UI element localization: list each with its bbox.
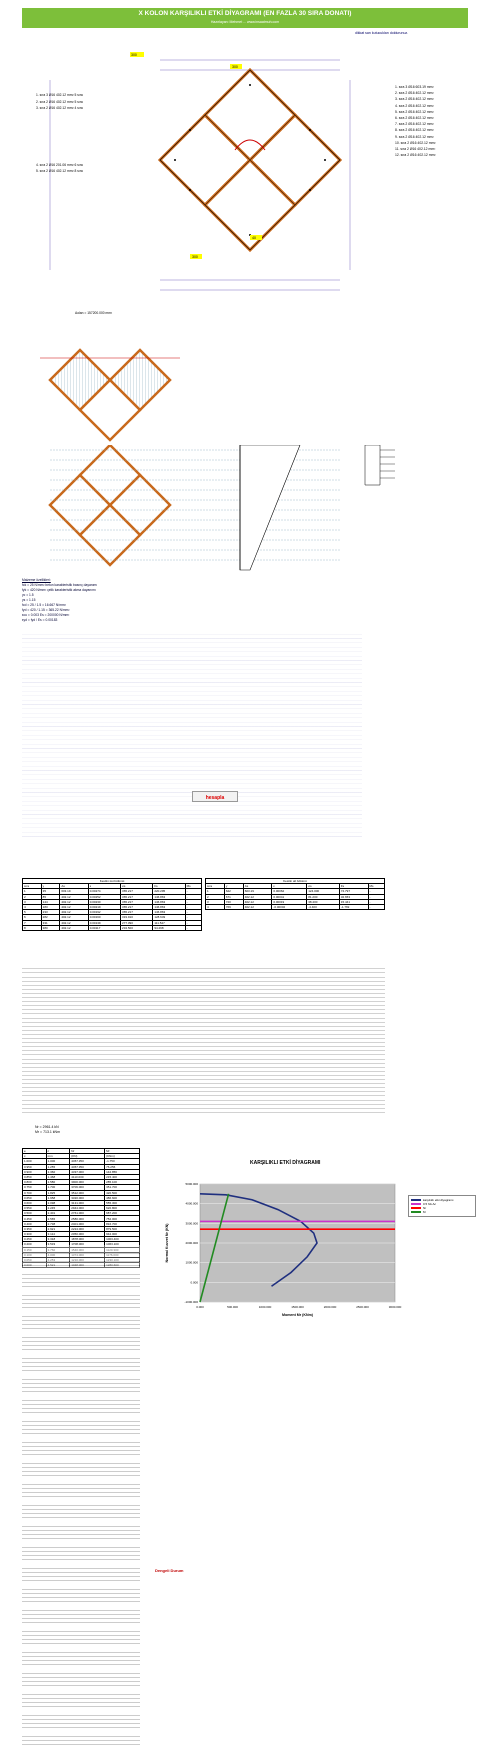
interaction-values-table: e c Nr Mr c mm (KN) (KNm) 1.000 1.000 4457.350 -1.750 0.950 1.255 4457.350 76.256 0.900 1.360 4337.000 142.856 0.850 1.468 4110.000 215.400 0.800 1.580 3900.000 285.100 0.750 1.700 3706.000 351.700 0.700 1.825 3512.000 420.500 0.650 1.958 3320.000 486.600 0.600 2.098 3131.000 555.300 0.550 2.245 2944.000 620.800 0.500 2.401 2761.000 687.200 0.450 2.565 2580.000 752.000 0.400 2.738 2401.000 816.700 0.350 2.921 2224.000 879.500 0.300 3.114 2050.000 942.000 0.250 3.318 1878.000 1003.400 0.200 3.533 1708.000 1063.100 0.150 3.760 1540.000 1120.300 0.100 4.000 1374.000 1176.000 0.050 4.253 1210.000 1230.100 0.000 4.521 1048.000 1280.600 [22,1148,140,1268]
table-cell: 1048.000 [70,1263,105,1268]
table-cell: 0.600 [23,1200,47,1205]
table-cell: 146.863 [153,899,185,904]
table-cell: 3.318 [46,1237,70,1242]
table-cell: 215.400 [105,1174,140,1179]
strain-stress-diagram [40,445,480,575]
calc-line: fck = 25 N/mm² beton karakteristik basınç dayanımı [22,583,98,587]
table-cell: -0.00002 [272,904,307,909]
table-row [23,925,202,930]
x-tick-label: 0.000 [196,1305,204,1309]
table-cell: 2401.000 [70,1221,105,1226]
calc-line: fyd = 420 / 1.15 = 365.22 N/mm² [22,608,70,612]
table-cell: 4337.000 [70,1169,105,1174]
table-cell: 1.468 [46,1174,70,1179]
svg-text:300: 300 [232,65,238,69]
table-cell: 816.700 [105,1221,140,1226]
table-cell: 1 [206,889,225,894]
x-tick-label: 500.000 [227,1305,238,1309]
left-row: 2. sıra 2 Ø16 402.12 mm² 5 sıra [36,99,83,104]
table-cell: 1003.400 [105,1237,140,1242]
table-cell: 74.797 [339,889,368,894]
table-cell: 365.217 [121,894,153,899]
table-cell: 32.653 [339,894,368,899]
table-cell: 3 [206,899,225,904]
table-cell: 0.150 [23,1247,47,1252]
table-cell: 486.600 [105,1195,140,1200]
table-cell: 942.000 [105,1232,140,1237]
right-row: 9. sıra 2 Ø16 402.12 mm² [395,134,434,139]
table-cell: 0.00192 [88,910,120,915]
table-cell: 3900.000 [70,1180,105,1185]
table-cell: - [185,925,201,930]
table-cell: 2.401 [46,1211,70,1216]
table-cell: 1 [23,889,42,894]
x-axis-label: Moment Mr (KNm) [282,1313,313,1317]
table-cell: 402.12 [60,915,88,920]
table-cell: 0.650 [23,1195,47,1200]
y-tick-label: -1000.000 [184,1300,198,1304]
svg-text:300: 300 [131,53,137,57]
table-cell: 1280.600 [105,1263,140,1268]
table-title: Kesitin alt bölümü [206,879,385,884]
page-subtitle: Hazırlayan: Mehmet ... www.insaatmuh.com [210,20,280,24]
title-banner [22,8,468,28]
table-cell: 420.500 [105,1190,140,1195]
calculate-button[interactable]: hesapla [192,791,238,802]
table-cell: 38.400 [307,899,340,904]
table-cell: 0.00274 [88,889,120,894]
table-cell: 142.856 [105,1169,140,1174]
table-cell: 0.00252 [88,894,120,899]
table-cell: 1063.100 [105,1242,140,1247]
table-title: Kesitin üst bölümü [23,879,202,884]
table-cell: - [185,904,201,909]
table-cell: - [368,904,385,909]
table-cell: 620.800 [105,1206,140,1211]
right-row: 3. sıra 2 Ø16 402.12 mm² [395,97,434,102]
table-cell: 402.12 [60,910,88,915]
table-cell: 351.700 [105,1185,140,1190]
table-cell: 1.360 [46,1169,70,1174]
table-cell: 0.450 [23,1216,47,1221]
table-cell: - [368,894,385,899]
table-cell: 1.580 [46,1180,70,1185]
table-cell: 4110.000 [70,1174,105,1179]
table-cell: 0.950 [23,1164,47,1169]
table-cell: 6 [23,915,42,920]
table-cell: 402.12 [60,920,88,925]
summary-line: Nr = 2961.4 kN [35,1125,59,1129]
table-cell: 769 [224,904,243,909]
chart-legend [408,1195,476,1217]
svg-text:300: 300 [192,255,198,259]
table-cell: 752.000 [105,1216,140,1221]
table-cell: 5 [23,910,42,915]
table-cell: 402.12 [243,904,272,909]
table-cell: 94.298 [153,925,185,930]
table-cell: 4457.350 [70,1164,105,1169]
table-cell: 555.300 [105,1200,140,1205]
table-cell: 2.921 [46,1226,70,1231]
table-cell: -1.769 [339,904,368,909]
legend-entry: 0.5 fck Ac [411,1202,473,1206]
table-cell: 671 [224,894,243,899]
table-cell: 0.100 [23,1252,47,1257]
table-cell: 3.114 [46,1232,70,1237]
table-cell: 81.200 [307,894,340,899]
table-cell: 380 [41,925,60,930]
table-cell: 3512.000 [70,1190,105,1195]
right-row: 2. sıra 2 Ø16 402.12 mm² [395,91,434,96]
calc-line: Malzeme özellikleri: [22,578,51,582]
right-row: 8. sıra 2 Ø16 402.12 mm² [395,128,434,133]
table-cell: 0.300 [23,1232,47,1237]
table-cell: - [368,899,385,904]
summary-line: Mr = 713.1 kNm [35,1130,60,1134]
table-cell: - [185,894,201,899]
table-cell: 7 [23,920,42,925]
interaction-diagram-chart [160,1178,405,1323]
y-tick-label: 3000.000 [185,1221,198,1226]
table-cell: 0.00230 [88,899,120,904]
table-cell: 15.441 [339,899,368,904]
table-cell: 1374.000 [70,1252,105,1257]
table-cell: 1.000 [23,1159,47,1164]
table-cell: 4 [23,904,42,909]
table-cell: 0.00219 [88,904,120,909]
table-cell: (KNm) [105,1154,140,1159]
table-cell: 220.295 [153,889,185,894]
table-cell: 1.000 [46,1159,70,1164]
right-row: 4. sıra 2 Ø16 402.12 mm² [395,103,434,108]
table-cell: 3131.000 [70,1200,105,1205]
table-cell: 233 [41,910,60,915]
compression-zone-drawing [40,318,180,443]
table-cell: 2.565 [46,1216,70,1221]
table-cell: 0.700 [23,1190,47,1195]
table-cell: 2944.000 [70,1206,105,1211]
table-cell: - [185,899,201,904]
left-row: 5. sıra 2 Ø16 402.12 mm² 8 sıra [36,169,83,173]
table-cell: 365.217 [121,889,153,894]
calc-line: γs = 1.15 [22,598,36,602]
calc-line: γc = 1.5 [22,593,34,597]
table-cell: 0.250 [23,1237,47,1242]
table-cell: 1.958 [46,1195,70,1200]
calc-line: εyd = fyd / Es = 0.00183 [22,618,58,622]
left-rebar-list [36,92,83,175]
table-cell: 0.800 [23,1180,47,1185]
table-cell: 0.750 [23,1185,47,1190]
legend-entry: M [411,1210,473,1214]
calculation-block [22,578,97,623]
table-cell: 687.200 [105,1211,140,1216]
table-cell: 1176.000 [105,1252,140,1257]
svg-text:40: 40 [252,236,256,240]
table-cell: 879.500 [105,1226,140,1231]
table-cell: 3.533 [46,1242,70,1247]
right-row: 7. sıra 2 Ø16 402.12 mm² [395,122,434,127]
table-cell: 0.00117 [88,925,120,930]
table-cell: 146.863 [153,904,185,909]
right-rebar-list [395,84,436,158]
left-row: 1. sıra 3 Ø16 402.12 mm² 5 sıra [36,93,83,97]
table-cell: 331 [41,920,60,925]
right-row: 10. sıra 2 Ø16 402.12 mm² [395,140,436,145]
calc-line: fyk = 420 N/mm² çelik karakteristik akma dayanımı [22,588,96,592]
table-cell: 319.910 [121,915,153,920]
table-cell: 4 [206,904,225,909]
y-tick-label: 4000.000 [185,1201,198,1206]
y-tick-label: 1000.000 [185,1260,198,1265]
table-cell: 402.12 [243,894,272,899]
table-cell: 1708.000 [70,1242,105,1247]
table-cell: 0.00062 [272,889,307,894]
y-axis-label: Normal Kuvvet Nr (KN) [165,1223,169,1263]
table-cell: 402.12 [60,899,88,904]
legend-entry: karşılıklı etki diyagramı [411,1198,473,1202]
table-cell: 0.000 [23,1263,47,1268]
table-cell: - [185,920,201,925]
table-cell: - [368,889,385,894]
table-cell: 402.12 [60,894,88,899]
table-cell: 0.00019 [272,899,307,904]
table-cell: 1210.000 [70,1257,105,1262]
table-cell: 2050.000 [70,1232,105,1237]
table-cell: 0.200 [23,1242,47,1247]
table-cell: 402.12 [60,925,88,930]
table-cell: - [185,889,201,894]
table-cell: 146.863 [153,910,185,915]
left-row: 3. sıra 2 Ø16 402.12 mm² 4 sıra [36,106,83,110]
table-grid-filler [22,965,385,1115]
table-cell: 111.547 [153,920,185,925]
table-cell: 402.12 [60,904,88,909]
section-area: Aolan = 157200.000 mm² [75,311,113,315]
table-cell: -1.750 [105,1159,140,1164]
table-cell: 2.245 [46,1206,70,1211]
right-row: 12. sıra 2 Ø16 402.12 mm² [395,153,436,158]
table-cell: 365.217 [121,910,153,915]
table-cell: 4.000 [46,1252,70,1257]
table-cell: 720 [224,899,243,904]
table-cell: 622 [224,889,243,894]
right-row: 1. sıra 3 Ø16 603.19 mm² [395,85,434,89]
x-tick-label: 2500.000 [356,1305,369,1309]
page-title: X KOLON KARŞILIKLI ETKİ DİYAGRAMI (EN FAZLA 30 SIRA DONATI) [138,10,352,17]
right-row: 11. sıra 2 Ø16 402.12 mm² [395,147,436,152]
table-cell: 1540.000 [70,1247,105,1252]
bottom-table-filler [22,1245,140,1745]
table-cell: 1230.100 [105,1257,140,1262]
table-cell: 35 [41,889,60,894]
lower-results-table: Kesitin alt bölümü sıra y As ε σs Fs Ms 1 622 603.19 0.00062 124.000 74.797 - 2 671 402.12 0.00041 81.200 32.653 - 3 720 402.12 0.00019 38.400 15.441 - 4 769 402.12 -0.00002 -4.400 -1.769 - [205,878,385,910]
right-row: 5. sıra 2 Ø16 402.12 mm² [395,109,434,114]
table-cell: 183 [41,904,60,909]
table-cell: 0.900 [23,1169,47,1174]
calc-filler [22,630,362,840]
chart-title: KARŞILIKLI ETKİ DİYAGRAMI [250,1160,321,1166]
fill-note: dikkat sarı kutucukları doldurunuz. [355,31,409,35]
table-cell: 282 [41,915,60,920]
upper-results-table: Kesitin üst bölümü sıra y As ε σs Fs Ms 1 35 603.19 0.00274 365.217 220.295 - 2 85 402.12 0.00252 365.217 146.863 - 3 144 402.12 0.00230 365.217 146.863 - 4 183 402.12 0.00219 365.217 146.863 - 5 233 402.12 0.00192 365.217 146.863 - 6 282 402.12 0.00160 319.910 128.649 - 7 331 402.12 0.00139 277.390 111.547 - 8 380 402.12 0.00117 234.500 94.298 - [22,878,202,931]
table-cell: 2761.000 [70,1211,105,1216]
table-cell: (KN) [70,1154,105,1159]
table-cell: 402.12 [243,899,272,904]
table-cell: 85 [41,894,60,899]
table-cell: 76.256 [105,1164,140,1169]
table-cell: 0.400 [23,1221,47,1226]
table-cell: 2.098 [46,1200,70,1205]
y-tick-label: 5000.000 [185,1182,198,1186]
table-cell: 8 [23,925,42,930]
table-cell: 146.863 [153,894,185,899]
table-cell: 2 [206,894,225,899]
table-cell: 3706.000 [70,1185,105,1190]
table-cell: mm [46,1154,70,1159]
table-cell: 128.649 [153,915,185,920]
x-tick-label: 3000.000 [388,1305,402,1309]
left-row: 4. sıra 2 Ø16 201.06 mm² 6 sıra [36,162,83,167]
table-cell: 603.19 [243,889,272,894]
table-cell: 3.760 [46,1247,70,1252]
y-tick-label: 0.000 [190,1280,198,1285]
table-cell: 277.390 [121,920,153,925]
table-cell: 285.100 [105,1180,140,1185]
table-cell: 0.00160 [88,915,120,920]
table-cell: 2580.000 [70,1216,105,1221]
balanced-state-label: Dengeli Durum [155,1568,184,1573]
table-cell: 4.521 [46,1263,70,1268]
table-cell: 0.00041 [272,894,307,899]
legend-entry: Nr [411,1206,473,1210]
table-cell: 365.217 [121,904,153,909]
summary [35,1125,60,1135]
table-cell: 603.19 [60,889,88,894]
table-cell: 2224.000 [70,1226,105,1231]
table-cell: 365.217 [121,899,153,904]
table-cell: - [185,915,201,920]
table-cell: 0.00139 [88,920,120,925]
table-cell: 2 [23,894,42,899]
table-cell: 234.500 [121,925,153,930]
table-cell: 2.738 [46,1221,70,1226]
table-cell: 4457.350 [70,1159,105,1164]
table-cell: 3320.000 [70,1195,105,1200]
table-cell: - [185,910,201,915]
calc-line: fcd = 25 / 1.5 = 16.667 N/mm² [22,603,66,607]
table-cell: 1.255 [46,1164,70,1169]
table-cell: 1878.000 [70,1237,105,1242]
table-cell: 124.000 [307,889,340,894]
table-cell: 1.825 [46,1190,70,1195]
table-row [206,904,385,909]
table-cell: 4.253 [46,1257,70,1262]
table-cell: 0.550 [23,1206,47,1211]
table-cell: c [23,1154,47,1159]
table-cell: 144 [41,899,60,904]
x-tick-label: 1500.000 [291,1305,304,1309]
table-cell: 3 [23,899,42,904]
table-cell: 0.500 [23,1211,47,1216]
table-cell: 0.350 [23,1226,47,1231]
table-cell: -4.400 [307,904,340,909]
y-tick-label: 2000.000 [185,1241,198,1245]
x-tick-label: 1000.000 [258,1305,272,1309]
table-cell: 0.050 [23,1257,47,1262]
right-row: 6. sıra 2 Ø16 402.12 mm² [395,116,434,121]
table-cell: 1.700 [46,1185,70,1190]
calc-line: εcu = 0.003 Es = 200000 N/mm² [22,613,70,617]
table-cell: 0.850 [23,1174,47,1179]
table-cell: 1120.300 [105,1247,140,1252]
x-tick-label: 2000.000 [323,1305,337,1309]
